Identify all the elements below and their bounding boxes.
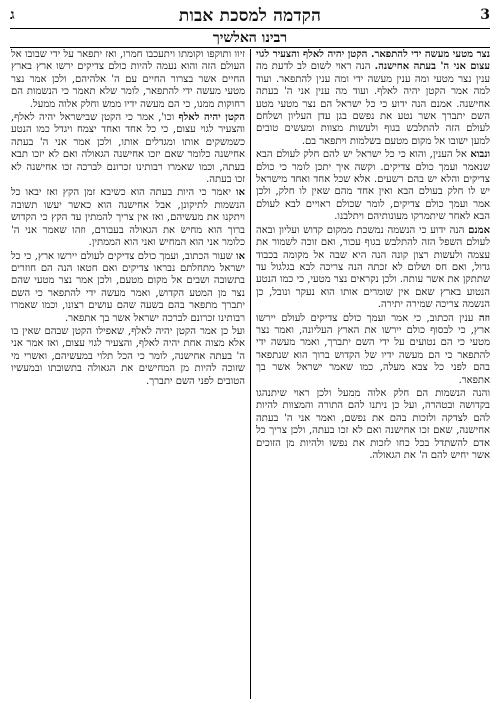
paragraph-text: יאמר כי היות בעתה הוא כשיבא זמן הקץ ואז יבאו כל הנשמות לתיקונן, אבל אחישנה הוא כאשר יעשו תשובה ויתקנו את מעשיהם, ואז אין צריך להמתין עד הקץ כי הקדוש ברוך הוא מחיש את הגאולה בעבורם, וזהו שאמר אני ה' כלומר אני הוא המחיש ואני הוא הממתין. [11, 187, 245, 249]
paragraph [11, 251, 245, 325]
paragraph-text: ענין הכתוב, כי אמר ועמך כולם צדיקים לעולם יירשו ארץ, כי לבסוף כולם יירשו את הארץ העליונה, ואמר נצר מטעי כי הם נטועים על ידי השם יתברך, ואמר מעשה ידי להתפאר כי הם מעשה ידיו של הקדוש ברוך הוא שנתפאר בהם לפני כל צבא מעלה, כמו שאמר ישראל אשר בך אתפאר. [256, 312, 490, 386]
paragraph [256, 225, 490, 312]
paragraph [11, 326, 245, 388]
paragraph [11, 49, 245, 111]
paragraph-lead: או [236, 187, 245, 199]
paragraph-text: אל הענין, והוא כי כל ישראל יש להם חלק לעולם הבא שנאמר ועמך כולם צדיקים. וקשה איך יתכן לומר כי כולם צדיקים והלא יש בהם רשעים. אלא שכל אחד ואחד מישראל יש לו חלק בעולם הבא ואין אחד מהם שאין לו חלק, ולכן אמר ועמך כולם צדיקים, לומר שכולם ראויים לבא לעולם הבא לאחר שיתמרקו מעונותיהם ויתלבנו. [256, 149, 490, 223]
page-number-right: 3 [480, 7, 490, 23]
paragraph-lead: או [236, 250, 245, 262]
paragraph [256, 49, 490, 148]
paragraph-lead: וזה [478, 312, 490, 324]
page-number-left: ג [10, 7, 15, 23]
page-header [10, 4, 490, 28]
column-left [11, 49, 245, 699]
paragraph [256, 313, 490, 387]
paragraph-lead: ונבוא [470, 149, 490, 161]
paragraph-text: והנה הנשמות הם חלק אלוה ממעל ולכן ראוי שיתנהגו בקדושה ובטהרה, ועל כן ניתנו להם התורה והמצוות להיות להם לצדקה ולזכות בהם את נפשם, ואמר אני ה' בעתה אחישנה, שאם זכו אחישנה ואם לא זכו בעתה, ולכן צריך כל אדם להשתדל בכל כחו לזכות את נפשו ולהיות מן הזוכים אשר יחיש להם ה' את הגאולה. [256, 387, 490, 461]
paragraph-text: וכו', אמר כי הקטן שבישראל יהיה לאלף, והצעיר לגוי עצום, כי כל אחד ואחד יצמח ויגדל כמו הנטע כשמשקים אותו ומגדלים אותו, ולכן אמר אני ה' בעתה אחישנה כלומר שאם יזכו אחישנה הגאולה ואם לא יזכו תבא בעתה, וכמו שאמרו רבותינו זכרונם לברכה זכו אחישנה לא זכו בעתה. [11, 112, 245, 186]
paragraph [256, 388, 490, 462]
subtitle-rule [10, 47, 490, 48]
paragraph [256, 149, 490, 223]
column-divider [250, 49, 251, 699]
document-page [10, 4, 490, 699]
paragraph [11, 112, 245, 186]
paragraph-lead: הקטן יהיה לאלף [178, 112, 245, 124]
paragraph [11, 187, 245, 249]
paragraph-text: שעור הכתוב, ועמך כולם צדיקים לעולם יירשו ארץ, כי כל ישראל מתחלתם נבראו צדיקים ואם חטאו הנה הם חוזרים בתשובה ושבים אל מקום מטעם, ולכן אמר נצר מטעי שהם נצר מן המטע הקדוש, ואמר מעשה ידי להתפאר כי השם יתברך מתפאר בהם בשעה שהם עושים רצונו, וכמו שאמרו רבותינו זכרונם לברכה ישראל אשר בך אתפאר. [11, 250, 245, 324]
paragraph-lead: נצר מטעי מעשה ידי להתפאר. הקטן יהיה לאלף והצעיר לגוי עצום אני ה' בעתה אחישנה. [256, 49, 490, 73]
paragraph-text: הנה ראוי לשום לב לדעת מה ענין נצר מטעי ומה ענין מעשה ידי ומה ענין להתפאר. ועוד למה אמר הקטן יהיה לאלף. ועוד מה ענין אני ה' בעתה אחישנה. אמנם הנה ידוע כי כל ישראל הם נצר מטעי מטע השם יתברך אשר נטע את נפשם בגן עדן העליון ושלחם לעולם הזה להתלבש בגוף ולעשות מצוות ומעשים טובים למען ישובו אל מקום מטעם בשלמות ויתפאר בם. [256, 61, 490, 147]
column-right [256, 49, 490, 699]
paragraph-text: ועל כן אמר הקטן יהיה לאלף, שאפילו הקטן שבהם שאין בו אלא מצוה אחת יהיה לאלף, והצעיר לגוי עצום, ואז אמר אני ה' בעתה אחישנה, לומר כי הכל תלוי במעשיהם, ואשרי מי שזוכה להיות מן המחישים את הגאולה בתשובתו ובמעשיו הטובים לפני השם יתברך. [11, 325, 245, 387]
paragraph-lead: אמנם [468, 224, 490, 236]
page-title: הקדמה למסכת אבות [178, 6, 322, 26]
text-columns [10, 49, 490, 699]
paragraph-text: הנה ידוע כי הנשמה נמשכת ממקום קדוש ועליון ובאה לעולם השפל הזה להתלבש בגוף עכור, ואם זוכה לשמור את עצמה ולעשות רצון קונה הנה היא שבה אל מקומה בכבוד גדול, ואם חס ושלום לא זכתה הנה צריכה לבא בגלגול עד שתתקן את אשר עותה. ולכן נקראים נצר מטעי, כי כמו הנטע הנטוע בארץ שאם אין שומרים אותו הוא נעקר ונובל, כן הנשמה צריכה שמירה יתירה. [256, 224, 490, 311]
section-subtitle: רבינו האלשיך [212, 30, 288, 46]
paragraph-text: זיוו ותוקפו וקומתו ויתעכבו חמרו, ואז יתפאר על ידי שבובו אל העולם הזה והוא נעמה להיות כולם צדיקים ירשו ארץ בארץ החיים אשר בצרור החיים עם ה' אלהיהם, ולכן אמר נצר מטעי מעשה ידי להתפאר, לומר שלא תאמר כי הנשמות הם רחוקות ממנו, כי הם מעשה ידיו ממש וחלק אלוה ממעל. [11, 49, 245, 110]
